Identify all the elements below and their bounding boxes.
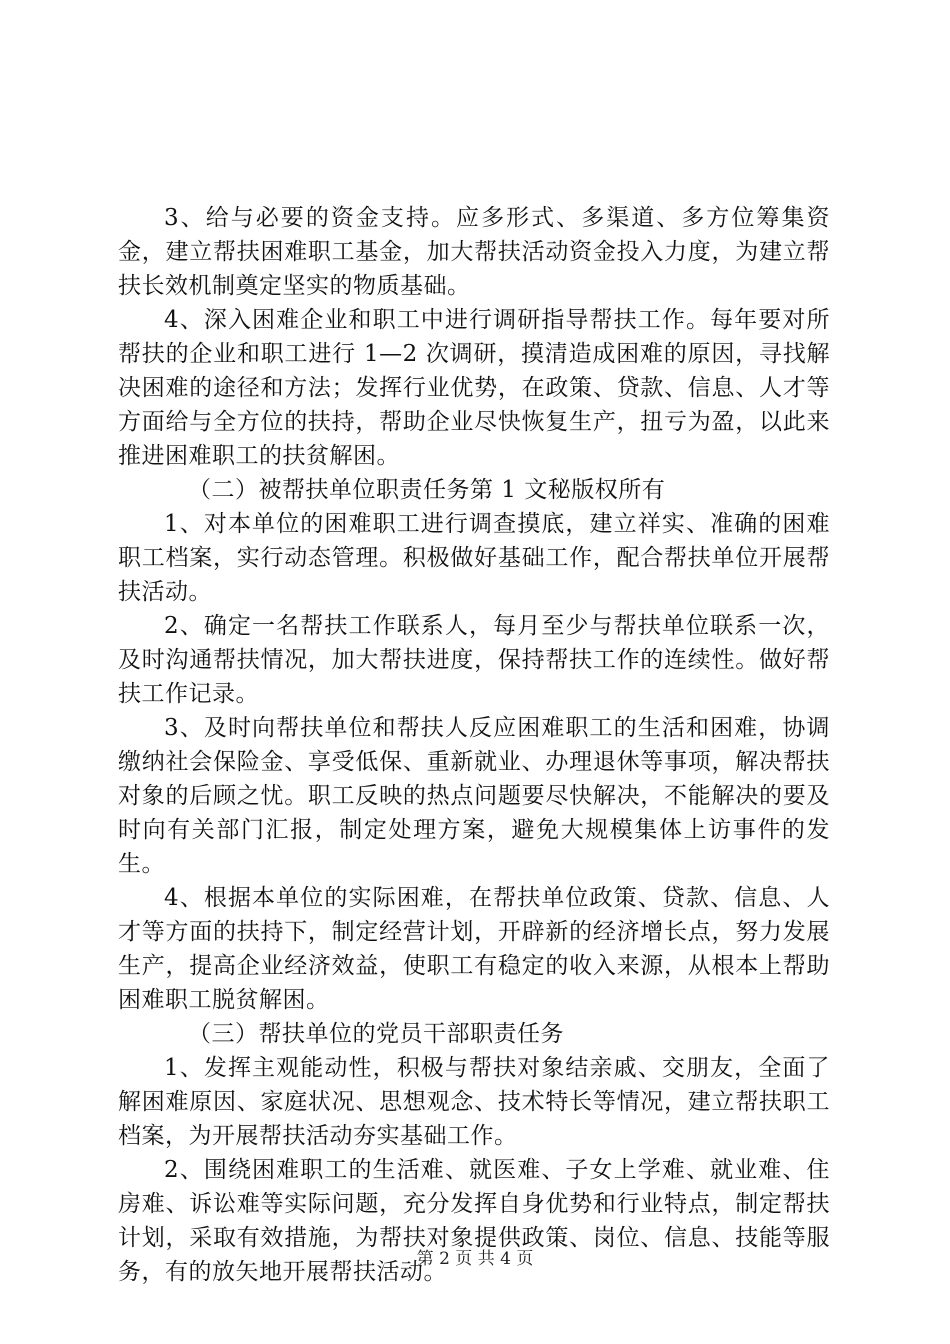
paragraph-report-difficulties: 3、及时向帮扶单位和帮扶人反应困难职工的生活和困难，协调缴纳社会保险金、享受低保、重新就业、办理退休等事项，解决帮扶对象的后顾之忧。职工反映的热点问题要尽快解决，不能解决的要及时向有关部门汇报，制定处理方案，避免大规模集体上访事件的发生。: [118, 715, 830, 877]
page-number-footer: 第 2 页 共 4 页: [416, 1249, 534, 1269]
paragraph-funding-support: 3、给与必要的资金支持。应多形式、多渠道、多方位筹集资金，建立帮扶困难职工基金，加大帮扶活动资金投入力度，为建立帮扶长效机制奠定坚实的物质基础。: [118, 205, 830, 299]
paragraph-practical-problems: 2、围绕困难职工的生活难、就医难、子女上学难、就业难、住房难、诉讼难等实际问题，充分发挥自身优势和行业特点，制定帮扶计划，采取有效措施，为帮扶对象提供政策、岗位、信息、技能等服务，有的放矢地开展帮扶活动。: [118, 1157, 830, 1285]
paragraph-research-guidance: 4、深入困难企业和职工中进行调研指导帮扶工作。每年要对所帮扶的企业和职工进行 1—2 次调研，摸清造成困难的原因，寻找解决困难的途径和方法；发挥行业优势，在政策、贷款、信息、人才等方面给与全方位的扶持，帮助企业尽快恢复生产，扭亏为盈，以此来推进困难职工的扶贫解困。: [118, 307, 830, 469]
document-body: [118, 201, 830, 1289]
paragraph-initiative: 1、发挥主观能动性，积极与帮扶对象结亲戚、交朋友，全面了解困难原因、家庭状况、思想观念、技术特长等情况，建立帮扶职工档案，为开展帮扶活动夯实基础工作。: [118, 1055, 830, 1149]
section-heading-2: （二）被帮扶单位职责任务第 1 文秘版权所有: [188, 477, 666, 503]
paragraph-contact-person: 2、确定一名帮扶工作联系人，每月至少与帮扶单位联系一次，及时沟通帮扶情况，加大帮扶进度，保持帮扶工作的连续性。做好帮扶工作记录。: [118, 613, 830, 707]
paragraph-business-plan: 4、根据本单位的实际困难，在帮扶单位政策、贷款、信息、人才等方面的扶持下，制定经营计划，开辟新的经济增长点，努力发展生产，提高企业经济效益，使职工有稳定的收入来源，从根本上帮助困难职工脱贫解困。: [118, 885, 830, 1013]
paragraph-survey-records: 1、对本单位的困难职工进行调查摸底，建立祥实、准确的困难职工档案，实行动态管理。积极做好基础工作，配合帮扶单位开展帮扶活动。: [118, 511, 830, 605]
section-heading-3: （三）帮扶单位的党员干部职责任务: [188, 1021, 564, 1047]
